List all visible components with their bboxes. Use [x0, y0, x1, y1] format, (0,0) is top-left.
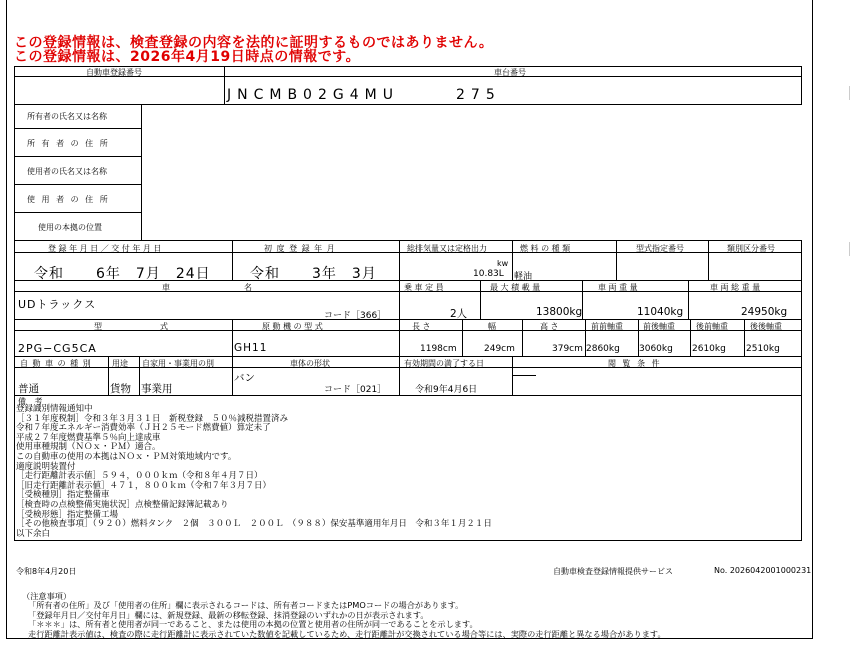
- chassis-number: JNCMB02G4MU: [227, 87, 399, 103]
- expiry-value: 令和9年4月6日: [415, 385, 478, 395]
- label-use: 用途: [112, 359, 128, 368]
- maker-code: コード［366］: [324, 311, 387, 321]
- label-expiry: 有効期間の満了する日: [404, 359, 484, 368]
- remark-line: ［その他検査事項］（９２０）燃料タンク ２個 ３００Ｌ ２００Ｌ （９８８）保安基準適用年月日 令和３年１月２１日: [16, 519, 492, 530]
- gross-weight-value: 24950kg: [741, 306, 788, 318]
- private-value: 事業用: [141, 383, 173, 395]
- body-value: バン: [234, 372, 255, 384]
- reg-date-value: 6年 7月 24日: [96, 266, 211, 282]
- first-reg-value: 3年 3月: [312, 266, 377, 282]
- label-private: 自家用・事業用の別: [142, 359, 214, 368]
- remark-line: ［走行距離計表示値］５９４，０００ｋｍ（令和８年４月７日）: [16, 471, 263, 482]
- warning-date: この登録情報は、2026年4月19日時点の情報です。: [14, 49, 361, 65]
- capacity-value: 2人: [450, 308, 468, 320]
- label-type-no: 型式指定番号: [636, 244, 684, 253]
- maker-value: UDトラックス: [18, 298, 97, 311]
- use-value: 貨物: [110, 383, 131, 395]
- fuel-value: 軽油: [514, 272, 533, 282]
- notes-section: [22, 592, 666, 639]
- note-line: 「所有者の住所」及び「使用者の住所」欄に表示されるコードは、所有者コードまたはPMOコードの場合があります。: [28, 600, 464, 611]
- label-user-name: 使用者の氏名又は名称: [27, 167, 107, 176]
- redacted-area: [142, 105, 802, 240]
- note-line: 走行距離計表示値は、検査の際に走行距離計に表示されていた数値を記載しているため、走行距離計が交換されている場合等には、実際の走行距離と異なる場合があります。: [28, 628, 666, 639]
- label-maker-2: 名: [244, 283, 252, 292]
- remark-line: 平成２７年度燃費基準５％向上達成車: [16, 432, 161, 443]
- label-displacement: 総排気量又は定格出力: [407, 244, 487, 253]
- weight-value: 11040kg: [637, 306, 684, 318]
- displacement-value: 10.83L: [473, 269, 504, 279]
- kw-unit: kw: [497, 259, 509, 268]
- label-owner-address: 所 有 者 の 住 所: [27, 139, 110, 148]
- fr-axle-value: 3060kg: [639, 344, 673, 354]
- label-rr-axle: 後後軸重: [750, 322, 782, 331]
- engine-value: GH11: [234, 342, 268, 354]
- label-category-no: 類別区分番号: [727, 244, 775, 253]
- document-number: No. 2026042001000231: [714, 566, 812, 575]
- note-line: 「＊＊＊」は、所有者と使用者が同一であること、または使用の本拠の位置と使用者の住所が同一であることを示します。: [28, 619, 478, 630]
- label-user-address: 使 用 者 の 住 所: [27, 195, 110, 204]
- label-fuel: 燃 料 の 種 類: [520, 244, 571, 253]
- label-model-2: 式: [160, 322, 168, 331]
- remark-line: 適度説明装置付: [16, 461, 76, 472]
- warning-legal: この登録情報は、検査登録の内容を法的に証明するものではありません。: [14, 35, 494, 51]
- model-value: 2PG−CG5CA: [18, 342, 97, 355]
- label-first-reg: 初 度 登 録 年 月: [264, 244, 336, 253]
- stroke-fragment: [512, 375, 536, 376]
- label-weight: 車 両 重 量: [598, 283, 638, 292]
- label-ff-axle: 前前軸重: [591, 322, 623, 331]
- height-value: 379cm: [552, 344, 583, 354]
- label-kind: 自 動 車 の 種 別: [20, 359, 92, 368]
- label-engine: 原 動 機 の 型 式: [262, 322, 323, 331]
- remark-line: この自動車の使用の本拠はＮＯｘ・ＰＭ対策地域内です。: [16, 451, 237, 462]
- issue-date: 令和8年4月20日: [16, 567, 77, 576]
- label-capacity: 乗 車 定 員: [404, 283, 444, 292]
- label-remarks: 備 考: [18, 397, 46, 406]
- edge-mark: [849, 86, 850, 100]
- remark-line: 登録識別情報通知中: [16, 404, 93, 414]
- label-gross-weight: 車 両 総 重 量: [710, 283, 761, 292]
- chassis-number-tail: 275: [456, 87, 501, 103]
- max-load-value: 13800kg: [536, 306, 583, 318]
- remark-line: 令和７年度エネルギー消費効率（ＪＨ２５モード燃費値）算定未了: [16, 423, 271, 434]
- label-reg-no: 自動車登録番号: [86, 68, 142, 77]
- label-chassis: 車台番号: [494, 68, 526, 77]
- label-height: 高 さ: [540, 322, 559, 331]
- rf-axle-value: 2610kg: [692, 344, 726, 354]
- label-reg-date: 登 録 年 月 日 ／ 交 付 年 月 日: [48, 244, 162, 253]
- remark-line: ［検査時の点検整備実施状況］点検整備記録簿記載あり: [16, 499, 229, 510]
- kind-value: 普通: [18, 383, 39, 395]
- label-max-load: 最 大 積 載 量: [490, 283, 541, 292]
- remark-line: ［受検形態］指定整備工場: [16, 509, 119, 520]
- width-value: 249cm: [484, 344, 515, 354]
- remark-line: ［受検種別］指定整備車: [16, 490, 110, 501]
- ff-axle-value: 2860kg: [586, 344, 620, 354]
- first-reg-era: 令和: [250, 266, 280, 282]
- label-fr-axle: 前後軸重: [643, 322, 675, 331]
- service-name: 自動車検査登録情報提供サービス: [553, 567, 673, 576]
- label-body: 車体の形状: [290, 359, 330, 368]
- label-inspection-condition: 閲 覧 条 件: [608, 359, 662, 368]
- length-value: 1198cm: [420, 344, 457, 354]
- remark-line: ［旧走行距離計表示値］４７１，８００ｋｍ（令和７年３月７日）: [16, 480, 272, 491]
- label-model: 型: [94, 322, 102, 331]
- redacted-area-2: [513, 368, 801, 395]
- label-base-location: 使用の本拠の位置: [38, 223, 102, 232]
- label-owner-name: 所有者の氏名又は名称: [27, 112, 107, 121]
- remark-line: ［３１年度税制］令和３年３月３１日 新税登録 ５０％減税措置済み: [16, 413, 289, 424]
- rr-axle-value: 2510kg: [746, 344, 780, 354]
- notes-title: （注意事項）: [22, 591, 72, 601]
- remarks-list: [16, 405, 492, 539]
- edge-mark: [849, 242, 850, 256]
- reg-era: 令和: [34, 266, 64, 282]
- label-length: 長 さ: [412, 322, 431, 331]
- label-width: 幅: [488, 322, 496, 331]
- label-rf-axle: 後前軸重: [696, 322, 728, 331]
- body-code: コード［021］: [324, 385, 387, 395]
- remark-line: 使用車種規制（ＮＯｘ・ＰＭ）適合。: [16, 442, 161, 453]
- label-maker: 車: [162, 283, 170, 292]
- note-line: 「登録年月日／交付年月日」欄には、新規登録、最新の移転登録、抹消登録のいずれかの日が表示されます。: [28, 609, 429, 620]
- remark-line: 以下余白: [16, 528, 51, 539]
